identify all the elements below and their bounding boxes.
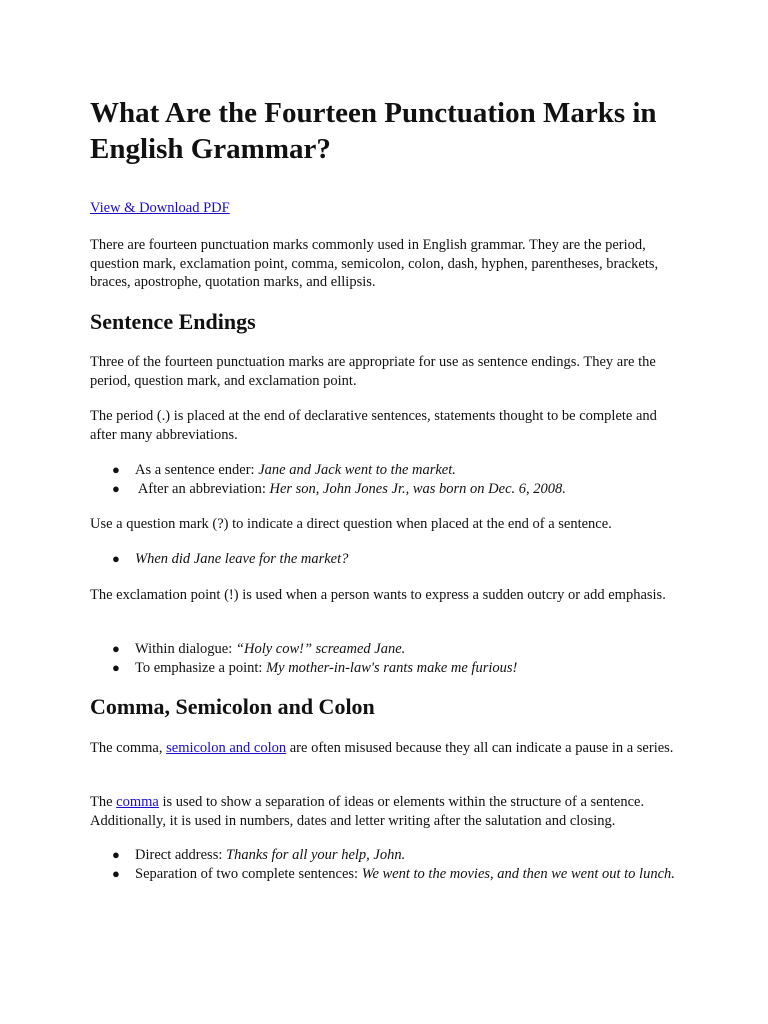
comma-paragraph bbox=[90, 793, 675, 830]
list-item bbox=[90, 640, 675, 659]
comma-link[interactable]: comma bbox=[116, 794, 159, 810]
exclamation-examples-list bbox=[90, 640, 675, 677]
semicolon-and-colon-link[interactable]: semicolon and colon bbox=[166, 740, 287, 756]
list-item bbox=[90, 846, 675, 865]
bullet-icon: ● bbox=[112, 551, 120, 566]
list-item-prefix: Separation of two complete sentences: bbox=[135, 865, 362, 882]
text-fragment: The bbox=[90, 794, 117, 810]
comma-intro-paragraph bbox=[90, 739, 675, 758]
question-examples-list bbox=[90, 550, 675, 569]
text-fragment: are often misused because they all can indicate a pause in a series. bbox=[286, 740, 674, 756]
list-item-example: Her son, John Jones Jr., was born on Dec. 6, 2008. bbox=[269, 480, 566, 497]
list-item-example: Jane and Jack went to the market. bbox=[258, 462, 456, 478]
section-heading-comma-semicolon-colon: Comma, Semicolon and Colon bbox=[90, 694, 375, 719]
bullet-icon: ● bbox=[112, 641, 120, 656]
list-item bbox=[90, 461, 675, 480]
list-item bbox=[90, 865, 675, 884]
bullet-icon: ● bbox=[112, 462, 120, 477]
bullet-icon: ● bbox=[112, 847, 120, 862]
comma-examples-list bbox=[90, 846, 675, 883]
list-item bbox=[90, 550, 675, 569]
question-mark-paragraph: Use a question mark (?) to indicate a direct question when placed at the end of a sentence. bbox=[90, 516, 612, 532]
list-item-example: Thanks for all your help, John. bbox=[226, 847, 406, 863]
period-examples-list bbox=[90, 461, 675, 498]
list-item-prefix: Within dialogue: bbox=[135, 641, 236, 657]
section-heading-sentence-endings: Sentence Endings bbox=[90, 309, 256, 334]
list-item-prefix: To emphasize a point: bbox=[135, 659, 267, 676]
text-fragment: is used to show a separation of ideas or elements within the structure of a sentence. Additionally, it is used in numbers, dates and letter writing after the salutation and closing. bbox=[90, 794, 645, 829]
exclamation-paragraph: The exclamation point (!) is used when a person wants to express a sudden outcry or add emphasis. bbox=[90, 587, 666, 603]
list-item-prefix: Direct address: bbox=[135, 847, 226, 863]
list-item-example: My mother-in-law's rants make me furious! bbox=[266, 659, 518, 676]
list-item-prefix: After an abbreviation: bbox=[135, 480, 270, 497]
download-pdf-link[interactable]: View & Download PDF bbox=[90, 200, 230, 216]
list-item bbox=[90, 480, 675, 499]
page-title: What Are the Fourteen Punctuation Marks in English Grammar? bbox=[90, 97, 657, 165]
bullet-icon: ● bbox=[112, 480, 120, 496]
list-item-example: When did Jane leave for the market? bbox=[135, 551, 349, 567]
period-paragraph: The period (.) is placed at the end of declarative sentences, statements thought to be complete and after many abbreviations. bbox=[90, 408, 657, 443]
list-item-prefix: As a sentence ender: bbox=[135, 462, 259, 478]
list-item bbox=[90, 659, 675, 678]
bullet-icon: ● bbox=[112, 659, 120, 675]
list-item-example: We went to the movies, and then we went out to lunch. bbox=[361, 865, 675, 882]
sentence-endings-paragraph: Three of the fourteen punctuation marks are appropriate for use as sentence endings. They are the period, question mark, and exclamation point. bbox=[90, 354, 656, 389]
text-fragment: The comma, bbox=[90, 740, 167, 756]
bullet-icon: ● bbox=[112, 865, 120, 881]
list-item-example: “Holy cow!” screamed Jane. bbox=[235, 641, 406, 657]
intro-paragraph: There are fourteen punctuation marks commonly used in English grammar. They are the period, question mark, exclamation point, comma, semicolon, colon, dash, hyphen, parentheses, brackets, braces, apostrophe, quotation marks, and ellipsis. bbox=[90, 237, 659, 290]
